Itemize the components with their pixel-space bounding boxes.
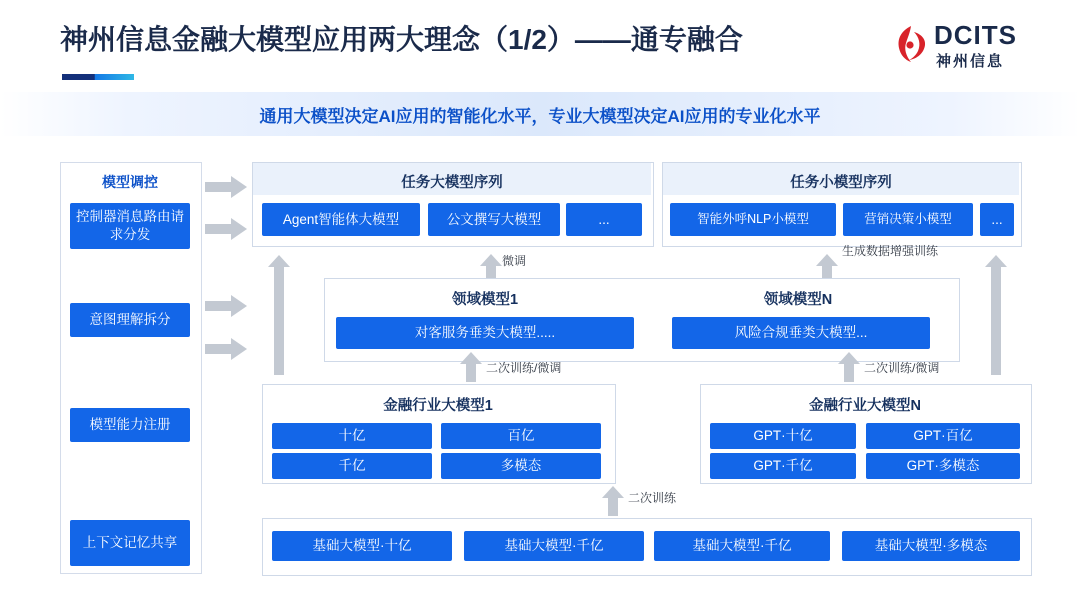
left-arrow-0 bbox=[205, 176, 247, 198]
base-layer-item-2[interactable]: 基础大模型·千亿 bbox=[654, 531, 830, 561]
left-item-1[interactable]: 意图理解拆分 bbox=[70, 303, 190, 337]
industry-group-1-item-3[interactable]: GPT·多模态 bbox=[866, 453, 1020, 479]
finetune-label: 微调 bbox=[502, 254, 527, 268]
industry-group-0-item-3[interactable]: 多模态 bbox=[441, 453, 601, 479]
task-large-model-title: 任务大模型序列 bbox=[401, 175, 503, 191]
model-control-title: 模型调控 bbox=[102, 174, 158, 190]
task-small-model-item-0[interactable]: 智能外呼NLP小模型 bbox=[670, 203, 836, 236]
industry-group-1-item-0[interactable]: GPT·十亿 bbox=[710, 423, 856, 449]
industry-group-0-item-0[interactable]: 十亿 bbox=[272, 423, 432, 449]
industry-group-1-title: 金融行业大模型N bbox=[809, 398, 921, 414]
second-train-finetune-label-right: 二次训练/微调 bbox=[864, 361, 940, 375]
second-train-finetune-label-left: 二次训练/微调 bbox=[486, 361, 562, 375]
logo-text-cn: 神州信息 bbox=[936, 53, 1005, 70]
task-large-model-item-2[interactable]: ... bbox=[566, 203, 642, 236]
base-layer-item-1[interactable]: 基础大模型·千亿 bbox=[464, 531, 644, 561]
data-augment-label: 生成数据增强训练 bbox=[842, 244, 939, 258]
left-item-2[interactable]: 模型能力注册 bbox=[70, 408, 190, 442]
second-train-label: 二次训练 bbox=[628, 491, 677, 505]
logo-text-en: DCITS bbox=[934, 20, 1017, 50]
base-layer-item-0[interactable]: 基础大模型·十亿 bbox=[272, 531, 452, 561]
subtitle-text: 通用大模型决定AI应用的智能化水平，专业大模型决定AI应用的专业化水平 bbox=[259, 107, 821, 126]
company-logo bbox=[894, 20, 1044, 72]
left-item-3[interactable]: 上下文记忆共享 bbox=[70, 520, 190, 566]
domain-group-1-title: 领域模型N bbox=[763, 292, 833, 308]
industry-group-0-title: 金融行业大模型1 bbox=[383, 398, 493, 414]
second-train-finetune-arrow-left bbox=[460, 352, 482, 382]
second-train-arrow bbox=[602, 486, 624, 516]
industry-group-0-item-1[interactable]: 百亿 bbox=[441, 423, 601, 449]
task-large-model-item-1[interactable]: 公文撰写大模型 bbox=[428, 203, 560, 236]
page-title: 神州信息金融大模型应用两大理念（1/2）——通专融合 bbox=[60, 24, 743, 55]
industry-group-0-item-2[interactable]: 千亿 bbox=[272, 453, 432, 479]
left-item-0[interactable]: 控制器消息路由请求分发 bbox=[70, 203, 190, 249]
domain-group-0-title: 领域模型1 bbox=[451, 292, 519, 308]
logo-mark-icon bbox=[894, 24, 928, 64]
title-underline bbox=[62, 74, 134, 80]
left-arrow-2 bbox=[205, 295, 247, 317]
right-vertical-arrow bbox=[985, 255, 1007, 375]
left-vertical-arrow bbox=[268, 255, 290, 375]
task-small-model-title: 任务小模型序列 bbox=[790, 175, 892, 191]
domain-group-1-item[interactable]: 风险合规垂类大模型... bbox=[672, 317, 930, 349]
left-arrow-3 bbox=[205, 338, 247, 360]
task-large-model-item-0[interactable]: Agent智能体大模型 bbox=[262, 203, 420, 236]
domain-group-0-item[interactable]: 对客服务垂类大模型..... bbox=[336, 317, 634, 349]
left-arrow-1 bbox=[205, 218, 247, 240]
industry-group-1-item-1[interactable]: GPT·百亿 bbox=[866, 423, 1020, 449]
task-small-model-item-1[interactable]: 营销决策小模型 bbox=[843, 203, 973, 236]
task-small-model-item-2[interactable]: ... bbox=[980, 203, 1014, 236]
base-layer-item-3[interactable]: 基础大模型·多模态 bbox=[842, 531, 1020, 561]
second-train-finetune-arrow-right bbox=[838, 352, 860, 382]
industry-group-1-item-2[interactable]: GPT·千亿 bbox=[710, 453, 856, 479]
